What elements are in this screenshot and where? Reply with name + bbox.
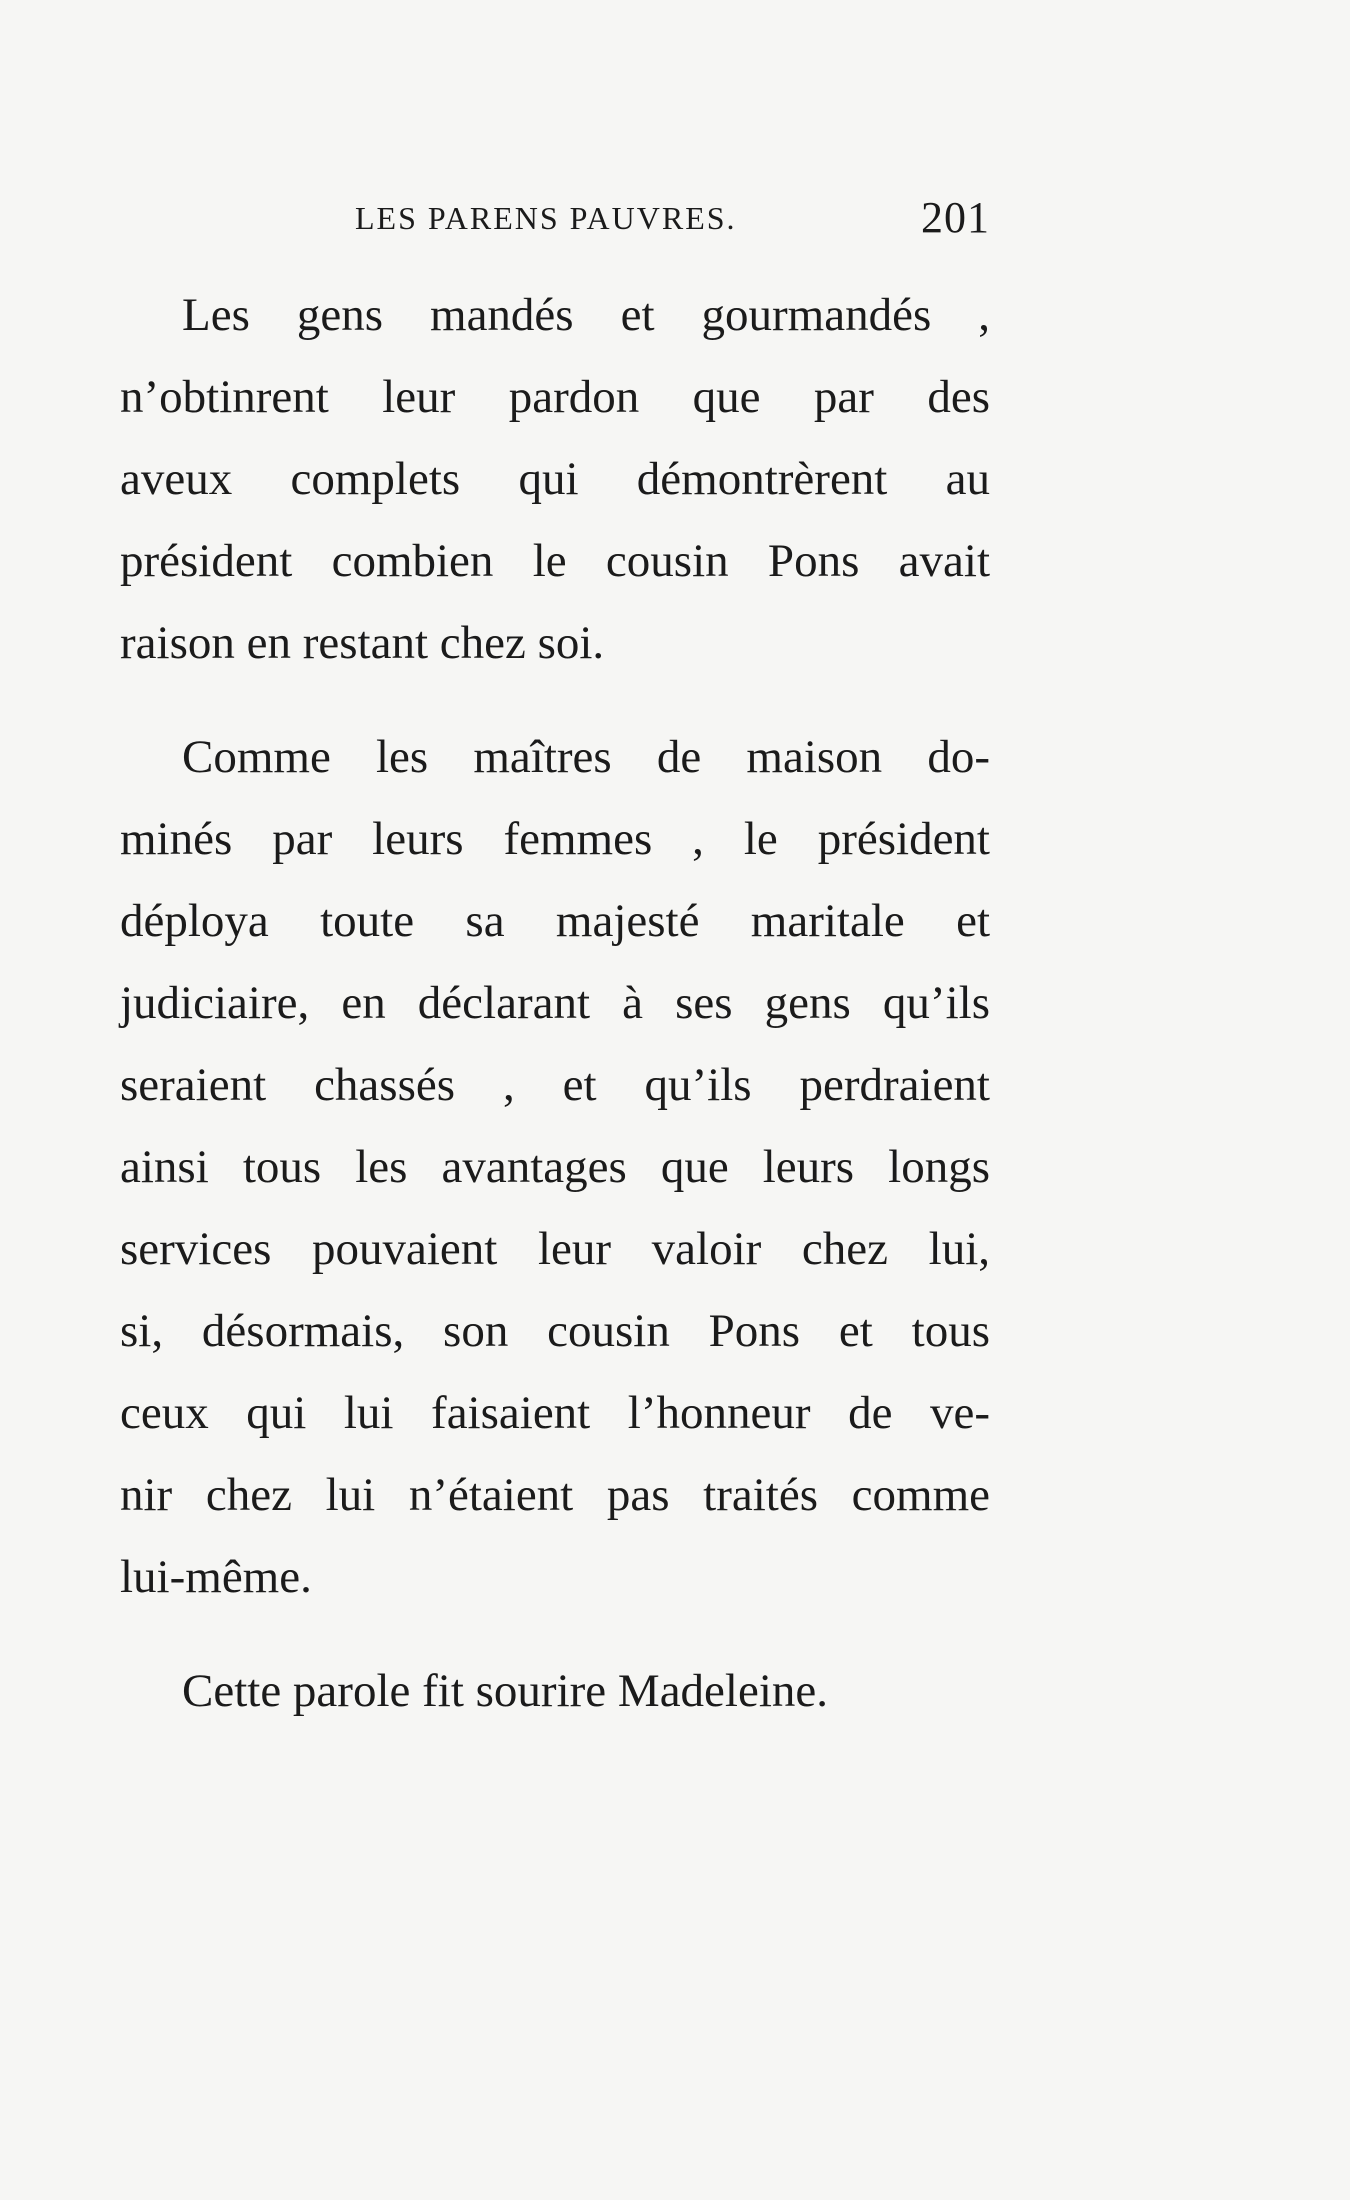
paragraph xyxy=(120,716,990,1618)
page-header xyxy=(120,193,990,250)
text-line: n’obtinrent leur pardon que par des xyxy=(120,371,990,423)
text-line: président combien le cousin Pons avait xyxy=(120,535,990,587)
text-line: Cette parole fit sourire Madeleine. xyxy=(182,1665,828,1717)
text-line: raison en restant chez soi. xyxy=(120,617,605,669)
text-line: services pouvaient leur valoir chez lui, xyxy=(120,1223,990,1275)
text-line: si, désormais, son cousin Pons et tous xyxy=(120,1305,990,1357)
running-title: LES PARENS PAUVRES. xyxy=(355,200,737,236)
text-line: judiciaire, en déclarant à ses gens qu’ils xyxy=(120,977,990,1029)
text-line: déploya toute sa majesté maritale et xyxy=(120,895,990,947)
text-line: Comme les maîtres de maison do- xyxy=(182,731,990,783)
text-line: ceux qui lui faisaient l’honneur de ve- xyxy=(120,1387,990,1439)
body-text xyxy=(120,274,990,1732)
text-line: Les gens mandés et gourmandés , xyxy=(182,289,990,341)
page-number: 201 xyxy=(921,193,990,242)
paragraph xyxy=(120,1650,990,1732)
text-line: ainsi tous les avantages que leurs longs xyxy=(120,1141,990,1193)
text-line: lui-même. xyxy=(120,1551,312,1603)
paragraph xyxy=(120,274,990,684)
text-line: minés par leurs femmes , le président xyxy=(120,813,990,865)
text-line: nir chez lui n’étaient pas traités comme xyxy=(120,1469,990,1521)
text-line: seraient chassés , et qu’ils perdraient xyxy=(120,1059,990,1111)
text-line: aveux complets qui démontrèrent au xyxy=(120,453,990,505)
